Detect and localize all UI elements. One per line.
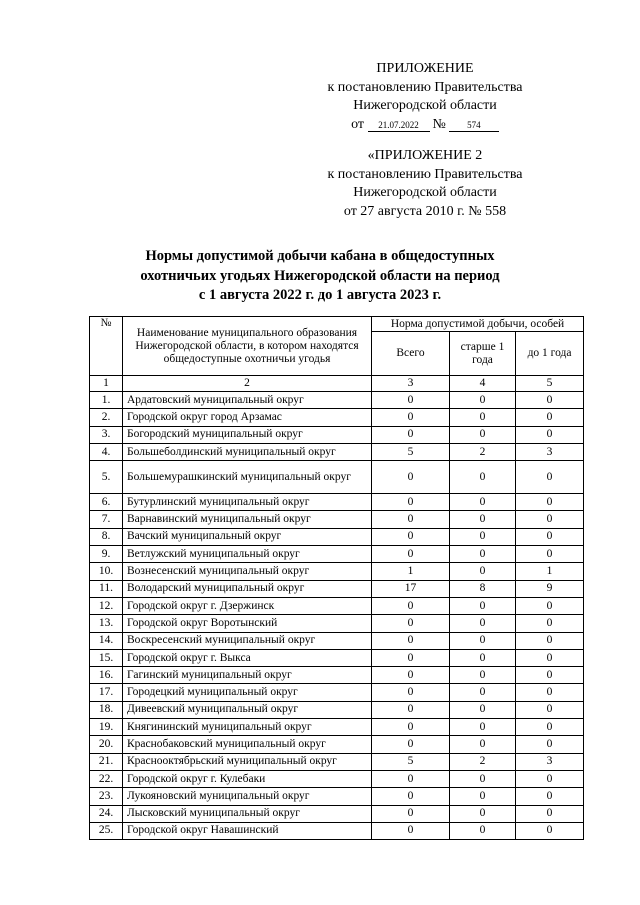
table-row [90, 788, 584, 805]
annex-header [300, 60, 550, 134]
row-name: Ветлужский муниципальный округ [123, 546, 372, 563]
row-total: 0 [372, 511, 450, 528]
row-name: Бутурлинский муниципальный округ [123, 494, 372, 511]
table-row [90, 392, 584, 409]
row-name: Ардатовский муниципальный округ [123, 392, 372, 409]
index-cell: 1 [90, 376, 123, 392]
table-row [90, 753, 584, 770]
row-total: 0 [372, 805, 450, 822]
row-total: 0 [372, 615, 450, 632]
row-number: 19. [90, 719, 123, 736]
index-cell: 4 [450, 376, 516, 392]
row-number: 25. [90, 822, 123, 839]
annex2-line2: Нижегородской области [353, 185, 497, 200]
row-older: 0 [450, 528, 516, 545]
table-row [90, 511, 584, 528]
table-row [90, 701, 584, 718]
table-row [90, 736, 584, 753]
row-name: Городской округ г. Дзержинск [123, 597, 372, 614]
row-number: 7. [90, 511, 123, 528]
annex-title: ПРИЛОЖЕНИЕ [376, 61, 474, 76]
annex2-line1: к постановлению Правительства [327, 166, 523, 182]
row-number: 12. [90, 597, 123, 614]
row-name: Гагинский муниципальный округ [123, 667, 372, 684]
row-total: 0 [372, 667, 450, 684]
row-older: 0 [450, 805, 516, 822]
row-older: 0 [450, 426, 516, 443]
index-row [90, 376, 584, 392]
row-under: 0 [516, 546, 584, 563]
row-older: 0 [450, 511, 516, 528]
row-total: 0 [372, 770, 450, 787]
row-name: Княгининский муниципальный округ [123, 719, 372, 736]
row-under: 0 [516, 770, 584, 787]
row-total: 0 [372, 701, 450, 718]
annex-line2: Нижегородской области [353, 98, 497, 113]
row-name: Краснооктябрьский муниципальный округ [123, 753, 372, 770]
row-older: 0 [450, 563, 516, 580]
row-total: 0 [372, 494, 450, 511]
row-total: 0 [372, 426, 450, 443]
row-under: 0 [516, 667, 584, 684]
annex-from-label: от [351, 116, 365, 132]
row-under: 0 [516, 409, 584, 426]
index-cell: 3 [372, 376, 450, 392]
row-under: 0 [516, 632, 584, 649]
row-number: 20. [90, 736, 123, 753]
row-total: 0 [372, 649, 450, 666]
row-under: 0 [516, 684, 584, 701]
row-total: 0 [372, 409, 450, 426]
row-total: 17 [372, 580, 450, 597]
row-number: 18. [90, 701, 123, 718]
row-name: Варнавинский муниципальный округ [123, 511, 372, 528]
row-name: Городской округ Навашинский [123, 822, 372, 839]
row-number: 23. [90, 788, 123, 805]
row-total: 5 [372, 443, 450, 460]
row-older: 0 [450, 701, 516, 718]
row-name: Володарский муниципальный округ [123, 580, 372, 597]
header-norm-group: Норма допустимой добычи, особей [372, 317, 584, 332]
row-name: Краснобаковский муниципальный округ [123, 736, 372, 753]
row-total: 0 [372, 822, 450, 839]
row-number: 24. [90, 805, 123, 822]
row-name: Вачский муниципальный округ [123, 528, 372, 545]
row-under: 0 [516, 719, 584, 736]
row-total: 1 [372, 563, 450, 580]
table-row [90, 632, 584, 649]
index-cell: 5 [516, 376, 584, 392]
row-number: 16. [90, 667, 123, 684]
row-older: 0 [450, 461, 516, 494]
row-name: Городской округ Воротынский [123, 615, 372, 632]
row-number: 2. [90, 409, 123, 426]
row-under: 0 [516, 461, 584, 494]
table-row [90, 426, 584, 443]
row-older: 2 [450, 753, 516, 770]
table-row [90, 528, 584, 545]
header-total: Всего [372, 332, 450, 376]
row-total: 0 [372, 461, 450, 494]
row-number: 9. [90, 546, 123, 563]
table-row [90, 597, 584, 614]
row-under: 0 [516, 805, 584, 822]
table-row [90, 409, 584, 426]
table-row [90, 805, 584, 822]
row-number: 14. [90, 632, 123, 649]
row-name: Лукояновский муниципальный округ [123, 788, 372, 805]
row-under: 0 [516, 649, 584, 666]
annex2-line3: от 27 августа 2010 г. № 558 [343, 203, 507, 219]
row-older: 0 [450, 770, 516, 787]
row-number: 10. [90, 563, 123, 580]
table-row [90, 615, 584, 632]
header-name: Наименование муниципального образования Нижегородской области, в котором находятся общедоступные охотничьи угодья [123, 317, 372, 376]
table-row [90, 580, 584, 597]
table-row [90, 494, 584, 511]
row-name: Городецкий муниципальный округ [123, 684, 372, 701]
row-older: 0 [450, 649, 516, 666]
row-under: 0 [516, 701, 584, 718]
row-under: 0 [516, 426, 584, 443]
document-title [100, 247, 540, 306]
row-under: 0 [516, 615, 584, 632]
row-under: 0 [516, 597, 584, 614]
row-total: 0 [372, 597, 450, 614]
row-older: 0 [450, 736, 516, 753]
row-older: 0 [450, 788, 516, 805]
row-older: 0 [450, 494, 516, 511]
table-row [90, 770, 584, 787]
row-number: 6. [90, 494, 123, 511]
row-name: Городской округ г. Выкса [123, 649, 372, 666]
table-row [90, 719, 584, 736]
row-older: 0 [450, 409, 516, 426]
row-older: 0 [450, 684, 516, 701]
row-number: 3. [90, 426, 123, 443]
row-under: 0 [516, 788, 584, 805]
table-row [90, 461, 584, 494]
row-number: 21. [90, 753, 123, 770]
row-number: 1. [90, 392, 123, 409]
annex-number-sign: № [432, 116, 446, 132]
row-older: 0 [450, 719, 516, 736]
row-total: 0 [372, 788, 450, 805]
table-row [90, 822, 584, 839]
row-older: 0 [450, 597, 516, 614]
row-name: Большемурашкинский муниципальный округ [123, 461, 372, 494]
table-row [90, 443, 584, 460]
row-total: 0 [372, 546, 450, 563]
table-row [90, 684, 584, 701]
row-total: 0 [372, 392, 450, 409]
row-under: 9 [516, 580, 584, 597]
row-name: Дивеевский муниципальный округ [123, 701, 372, 718]
index-cell: 2 [123, 376, 372, 392]
row-number: 5. [90, 461, 123, 494]
row-total: 0 [372, 528, 450, 545]
row-total: 0 [372, 684, 450, 701]
row-total: 5 [372, 753, 450, 770]
table-row [90, 563, 584, 580]
row-total: 0 [372, 736, 450, 753]
row-under: 0 [516, 511, 584, 528]
row-total: 0 [372, 719, 450, 736]
row-total: 0 [372, 632, 450, 649]
annex-date-field: 21.07.2022 [368, 120, 430, 132]
row-under: 0 [516, 822, 584, 839]
annex2-header [300, 147, 550, 221]
annex-date-line [300, 116, 550, 135]
annex-line1: к постановлению Правительства [327, 79, 523, 95]
document-title-line2: охотничьих угодьях Нижегородской области на период [140, 267, 500, 284]
row-under: 3 [516, 443, 584, 460]
row-number: 17. [90, 684, 123, 701]
row-under: 0 [516, 392, 584, 409]
document-title-line3: с 1 августа 2022 г. до 1 августа 2023 г. [198, 287, 442, 303]
row-older: 0 [450, 546, 516, 563]
row-older: 0 [450, 632, 516, 649]
table-row [90, 667, 584, 684]
row-under: 3 [516, 753, 584, 770]
annex2-title: «ПРИЛОЖЕНИЕ 2 [367, 148, 483, 163]
row-older: 0 [450, 822, 516, 839]
row-older: 0 [450, 667, 516, 684]
row-older: 0 [450, 392, 516, 409]
row-older: 2 [450, 443, 516, 460]
table-row [90, 546, 584, 563]
row-number: 8. [90, 528, 123, 545]
header-older: старше 1 года [450, 332, 516, 376]
header-no: № [90, 317, 123, 376]
row-number: 22. [90, 770, 123, 787]
row-name: Городской округ г. Кулебаки [123, 770, 372, 787]
row-number: 4. [90, 443, 123, 460]
table-row [90, 649, 584, 666]
row-number: 13. [90, 615, 123, 632]
row-name: Богородский муниципальный округ [123, 426, 372, 443]
row-name: Городской округ город Арзамас [123, 409, 372, 426]
row-name: Вознесенский муниципальный округ [123, 563, 372, 580]
row-older: 8 [450, 580, 516, 597]
row-under: 0 [516, 494, 584, 511]
annex-number-field: 574 [449, 120, 499, 132]
row-under: 0 [516, 736, 584, 753]
row-name: Лысковский муниципальный округ [123, 805, 372, 822]
row-number: 15. [90, 649, 123, 666]
row-name: Воскресенский муниципальный округ [123, 632, 372, 649]
row-older: 0 [450, 615, 516, 632]
row-number: 11. [90, 580, 123, 597]
row-under: 1 [516, 563, 584, 580]
row-under: 0 [516, 528, 584, 545]
header-under: до 1 года [516, 332, 584, 376]
norms-table [89, 316, 584, 840]
row-name: Большеболдинский муниципальный округ [123, 443, 372, 460]
document-title-line1: Нормы допустимой добычи кабана в общедоступных [145, 248, 495, 264]
